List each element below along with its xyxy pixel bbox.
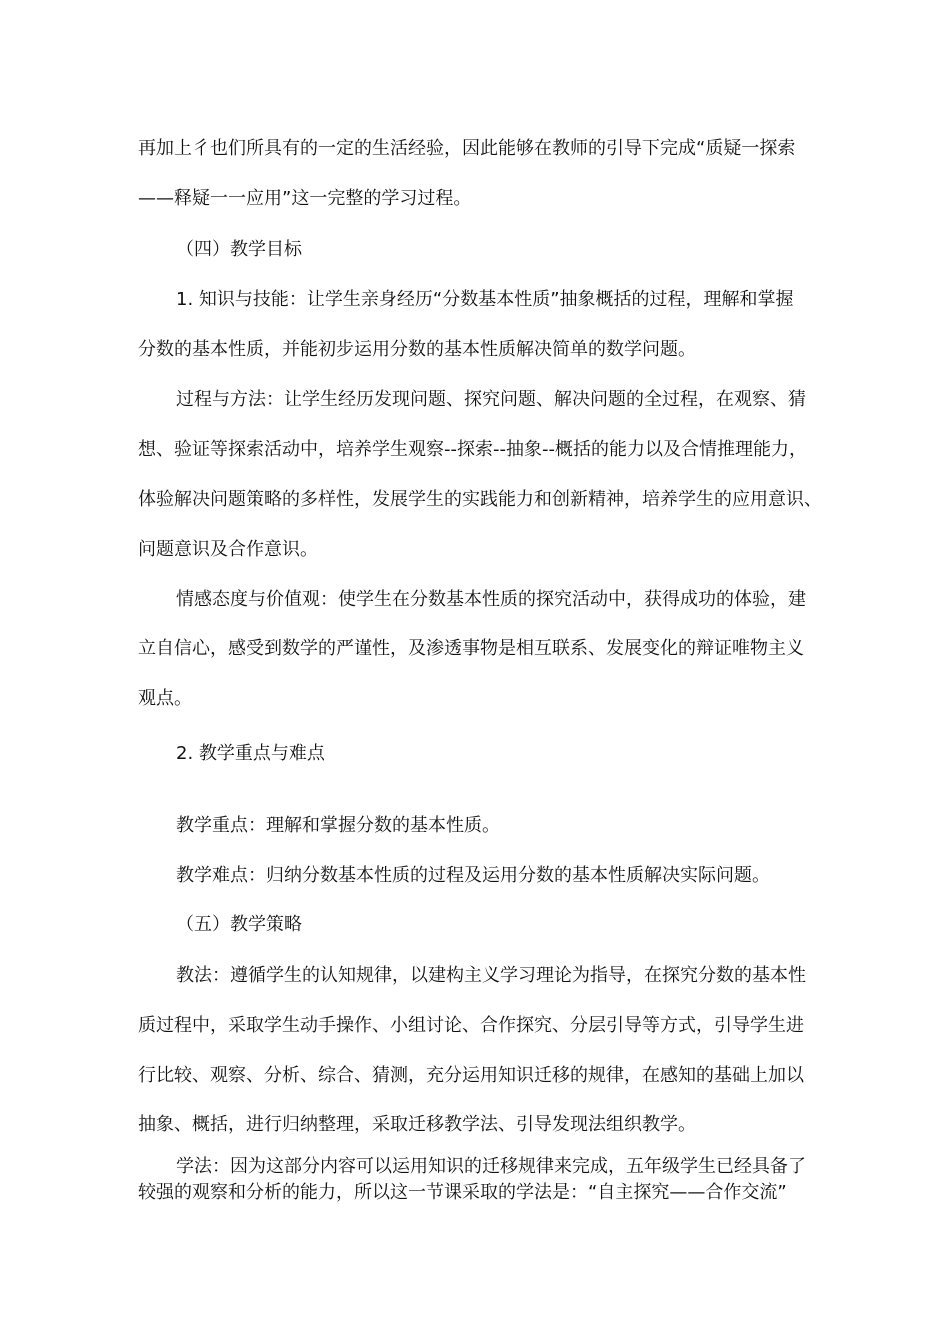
paragraph-line: 情感态度与价值观：使学生在分数基本性质的探究活动中，获得成功的体验，建: [176, 589, 806, 610]
paragraph-line: 立自信心，感受到数学的严谨性，及渗透事物是相互联系、发展变化的辩证唯物主义: [138, 638, 804, 659]
paragraph-line: ——释疑一一应用”这一完整的学习过程。: [138, 188, 472, 209]
section-heading: （五）教学策略: [176, 914, 302, 935]
paragraph-line: 想、验证等探索活动中，培养学生观察--探索--抽象--概括的能力以及合情推理能力，: [138, 439, 807, 460]
paragraph-line: 体验解决问题策略的多样性，发展学生的实践能力和创新精神，培养学生的应用意识、: [138, 489, 822, 510]
paragraph-line: 观点。: [138, 688, 192, 709]
paragraph-line: 学法：因为这部分内容可以运用知识的迁移规律来完成，五年级学生已经具备了: [176, 1156, 806, 1177]
section-heading: 2. 教学重点与难点: [176, 743, 325, 764]
paragraph-line: 教学难点：归纳分数基本性质的过程及运用分数的基本性质解决实际问题。: [176, 865, 770, 886]
paragraph-line: 较强的观察和分析的能力，所以这一节课采取的学法是：“自主探究——合作交流”: [138, 1182, 787, 1203]
paragraph-line: 过程与方法：让学生经历发现问题、探究问题、解决问题的全过程，在观察、猜: [176, 389, 806, 410]
paragraph-line: 问题意识及合作意识。: [138, 539, 318, 560]
section-heading: （四）教学目标: [176, 239, 302, 260]
paragraph-line: 教法：遵循学生的认知规律，以建构主义学习理论为指导，在探究分数的基本性: [176, 965, 806, 986]
paragraph-line: 分数的基本性质，并能初步运用分数的基本性质解决简单的数学问题。: [138, 339, 696, 360]
paragraph-line: 行比较、观察、分析、综合、猜测，充分运用知识迁移的规律，在感知的基础上加以: [138, 1065, 804, 1086]
paragraph-line: 质过程中，采取学生动手操作、小组讨论、合作探究、分层引导等方式，引导学生进: [138, 1015, 804, 1036]
paragraph-line: 再加上彳也们所具有的一定的生活经验，因此能够在教师的引导下完成“质疑一探索: [138, 138, 796, 159]
paragraph-line: 教学重点：理解和掌握分数的基本性质。: [176, 815, 500, 836]
paragraph-line: 1. 知识与技能：让学生亲身经历“分数基本性质”抽象概括的过程，理解和掌握: [176, 289, 794, 310]
paragraph-line: 抽象、概括，进行归纳整理，采取迁移教学法、引导发现法组织教学。: [138, 1114, 696, 1135]
